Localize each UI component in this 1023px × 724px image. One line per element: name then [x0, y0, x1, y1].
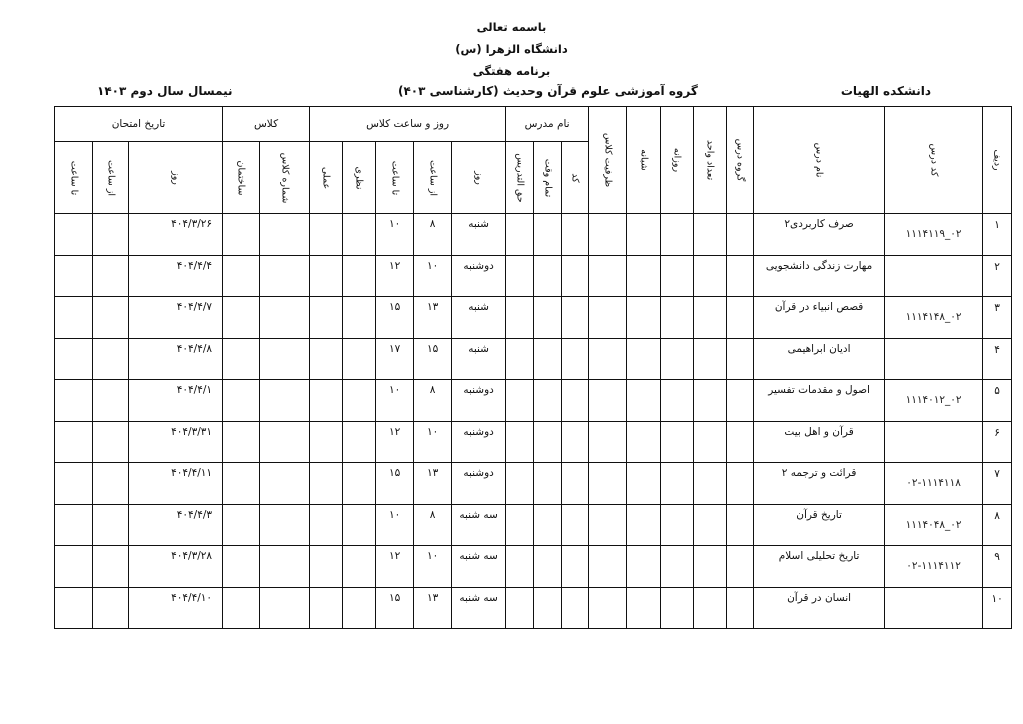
exam-from-cell — [93, 214, 129, 256]
course-name: صرف کاربردی۲ — [754, 214, 885, 256]
night-course-cell — [627, 214, 661, 256]
class-number-cell — [260, 463, 310, 505]
course-group-cell — [727, 380, 754, 422]
building-cell — [223, 504, 260, 546]
course-group-cell — [727, 546, 754, 588]
theory-cell — [343, 463, 376, 505]
course-code: ۰۲-۱۱۱۴۱۱۲ — [885, 546, 983, 588]
capacity-cell — [589, 338, 627, 380]
col-header-teacher-code: کد — [562, 142, 589, 214]
theory-cell — [343, 297, 376, 339]
exam-from-cell — [93, 421, 129, 463]
night-course-cell — [627, 380, 661, 422]
theory-cell — [343, 255, 376, 297]
fulltime-cell — [534, 421, 562, 463]
day-course-cell — [661, 297, 694, 339]
class-day: شنبه — [452, 338, 506, 380]
col-header-to-time: تا ساعت — [376, 142, 414, 214]
theory-cell — [343, 338, 376, 380]
doc-heading-line1: باسمه تعالی — [476, 20, 547, 34]
teacher-code-cell — [562, 338, 589, 380]
capacity-cell — [589, 587, 627, 629]
night-course-cell — [627, 587, 661, 629]
fulltime-cell — [534, 546, 562, 588]
practical-cell — [310, 297, 343, 339]
capacity-cell — [589, 421, 627, 463]
class-to-time: ۱۵ — [376, 297, 414, 339]
class-to-time: ۱۵ — [376, 587, 414, 629]
col-group-exam: تاریخ امتحان — [55, 107, 223, 142]
tuition-cell — [506, 338, 534, 380]
university-name: دانشگاه الزهرا (س) — [455, 42, 568, 56]
fulltime-cell — [534, 463, 562, 505]
course-code — [885, 255, 983, 297]
night-course-cell — [627, 297, 661, 339]
class-from-time: ۸ — [414, 214, 452, 256]
course-group-cell — [727, 338, 754, 380]
day-course-cell — [661, 504, 694, 546]
col-header-practical: عملی — [310, 142, 343, 214]
course-name: تاریخ تحلیلی اسلام — [754, 546, 885, 588]
course-name: قصص انبیاء در قرآن — [754, 297, 885, 339]
night-course-cell — [627, 463, 661, 505]
night-course-cell — [627, 504, 661, 546]
class-to-time: ۱۰ — [376, 504, 414, 546]
fulltime-cell — [534, 297, 562, 339]
course-name: تاریخ قرآن — [754, 504, 885, 546]
class-from-time: ۱۳ — [414, 463, 452, 505]
units-cell — [694, 546, 727, 588]
exam-from-cell — [93, 587, 129, 629]
practical-cell — [310, 255, 343, 297]
units-cell — [694, 380, 727, 422]
class-day: شنبه — [452, 297, 506, 339]
exam-from-cell — [93, 255, 129, 297]
col-header-tuition: حق التدریس — [506, 142, 534, 214]
building-cell — [223, 546, 260, 588]
practical-cell — [310, 214, 343, 256]
class-from-time: ۸ — [414, 380, 452, 422]
col-header-building: ساختمان — [223, 142, 260, 214]
course-group-cell — [727, 587, 754, 629]
exam-date: ۴۰۴/۳/۳۱ — [129, 421, 223, 463]
table-row — [55, 463, 1012, 505]
exam-to-cell — [55, 255, 93, 297]
class-day: دوشنبه — [452, 380, 506, 422]
units-cell — [694, 297, 727, 339]
course-code: ۰۲_۱۱۱۴۱۱۹ — [885, 214, 983, 256]
col-header-day: روز — [452, 142, 506, 214]
exam-to-cell — [55, 421, 93, 463]
day-course-cell — [661, 380, 694, 422]
day-course-cell — [661, 214, 694, 256]
col-header-code: کد درس — [885, 107, 983, 214]
tuition-cell — [506, 380, 534, 422]
exam-to-cell — [55, 463, 93, 505]
exam-to-cell — [55, 504, 93, 546]
fulltime-cell — [534, 214, 562, 256]
practical-cell — [310, 421, 343, 463]
class-number-cell — [260, 587, 310, 629]
table-row — [55, 421, 1012, 463]
exam-date: ۴۰۴/۴/۱۰ — [129, 587, 223, 629]
class-to-time: ۱۷ — [376, 338, 414, 380]
theory-cell — [343, 504, 376, 546]
teacher-code-cell — [562, 504, 589, 546]
col-group-teacher: نام مدرس — [506, 107, 589, 142]
row-number: ۳ — [983, 297, 1012, 339]
capacity-cell — [589, 297, 627, 339]
theory-cell — [343, 546, 376, 588]
course-name: قرائت و ترجمه ۲ — [754, 463, 885, 505]
practical-cell — [310, 587, 343, 629]
tuition-cell — [506, 546, 534, 588]
col-header-from-time: از ساعت — [414, 142, 452, 214]
class-number-cell — [260, 380, 310, 422]
building-cell — [223, 214, 260, 256]
day-course-cell — [661, 421, 694, 463]
row-number: ۶ — [983, 421, 1012, 463]
col-group-class-time: روز و ساعت کلاس — [310, 107, 506, 142]
table-row — [55, 297, 1012, 339]
class-to-time: ۱۲ — [376, 421, 414, 463]
course-name: اصول و مقدمات تفسیر — [754, 380, 885, 422]
practical-cell — [310, 504, 343, 546]
table-row — [55, 380, 1012, 422]
table-row — [55, 338, 1012, 380]
theory-cell — [343, 421, 376, 463]
teacher-code-cell — [562, 546, 589, 588]
building-cell — [223, 587, 260, 629]
col-header-units: تعداد واحد — [694, 107, 727, 214]
schedule-table — [54, 106, 1012, 629]
row-number: ۱۰ — [983, 587, 1012, 629]
practical-cell — [310, 463, 343, 505]
col-header-exam-from: از ساعت — [93, 142, 129, 214]
units-cell — [694, 504, 727, 546]
col-header-night-course: شبانه — [627, 107, 661, 214]
course-code: ۰۲_۱۱۱۴۰۱۲ — [885, 380, 983, 422]
course-name: ادیان ابراهیمی — [754, 338, 885, 380]
col-header-day-course: روزانه — [661, 107, 694, 214]
col-header-class-number: شماره کلاس — [260, 142, 310, 214]
exam-to-cell — [55, 587, 93, 629]
exam-to-cell — [55, 546, 93, 588]
course-name: انسان در قرآن — [754, 587, 885, 629]
class-from-time: ۱۰ — [414, 255, 452, 297]
capacity-cell — [589, 380, 627, 422]
row-number: ۷ — [983, 463, 1012, 505]
col-header-capacity: ظرفیت کلاس — [589, 107, 627, 214]
tuition-cell — [506, 214, 534, 256]
exam-date: ۴۰۴/۴/۱ — [129, 380, 223, 422]
capacity-cell — [589, 214, 627, 256]
class-from-time: ۸ — [414, 504, 452, 546]
class-from-time: ۱۳ — [414, 587, 452, 629]
exam-date: ۴۰۴/۴/۴ — [129, 255, 223, 297]
class-day: شنبه — [452, 214, 506, 256]
table-row — [55, 587, 1012, 629]
class-from-time: ۱۳ — [414, 297, 452, 339]
document-title: برنامه هفتگی — [472, 64, 551, 78]
course-code — [885, 338, 983, 380]
course-code — [885, 587, 983, 629]
tuition-cell — [506, 297, 534, 339]
units-cell — [694, 338, 727, 380]
tuition-cell — [506, 504, 534, 546]
course-code: ۰۲_۱۱۱۴۱۴۸ — [885, 297, 983, 339]
class-from-time: ۱۵ — [414, 338, 452, 380]
class-number-cell — [260, 546, 310, 588]
col-header-fulltime: تمام وقت — [534, 142, 562, 214]
row-number: ۲ — [983, 255, 1012, 297]
tuition-cell — [506, 421, 534, 463]
course-code: ۰۲-۱۱۱۴۱۱۸ — [885, 463, 983, 505]
fulltime-cell — [534, 587, 562, 629]
day-course-cell — [661, 546, 694, 588]
col-header-row: ردیف — [983, 107, 1012, 214]
course-name: مهارت زندگی دانشجویی — [754, 255, 885, 297]
theory-cell — [343, 380, 376, 422]
row-number: ۵ — [983, 380, 1012, 422]
row-number: ۸ — [983, 504, 1012, 546]
building-cell — [223, 297, 260, 339]
building-cell — [223, 380, 260, 422]
practical-cell — [310, 546, 343, 588]
day-course-cell — [661, 338, 694, 380]
class-to-time: ۱۰ — [376, 380, 414, 422]
teacher-code-cell — [562, 587, 589, 629]
night-course-cell — [627, 546, 661, 588]
class-number-cell — [260, 214, 310, 256]
units-cell — [694, 214, 727, 256]
units-cell — [694, 421, 727, 463]
exam-from-cell — [93, 463, 129, 505]
class-to-time: ۱۵ — [376, 463, 414, 505]
exam-to-cell — [55, 380, 93, 422]
department-name: گروه آموزشی علوم قرآن وحدیث (کارشناسی ۴۰۳) — [398, 84, 698, 98]
theory-cell — [343, 587, 376, 629]
building-cell — [223, 255, 260, 297]
fulltime-cell — [534, 255, 562, 297]
course-group-cell — [727, 297, 754, 339]
class-number-cell — [260, 338, 310, 380]
exam-to-cell — [55, 297, 93, 339]
exam-from-cell — [93, 338, 129, 380]
class-day: سه شنبه — [452, 587, 506, 629]
building-cell — [223, 463, 260, 505]
exam-to-cell — [55, 214, 93, 256]
row-number: ۱ — [983, 214, 1012, 256]
col-header-name: نام درس — [754, 107, 885, 214]
capacity-cell — [589, 255, 627, 297]
teacher-code-cell — [562, 255, 589, 297]
class-day: دوشنبه — [452, 255, 506, 297]
class-from-time: ۱۰ — [414, 421, 452, 463]
teacher-code-cell — [562, 297, 589, 339]
class-from-time: ۱۰ — [414, 546, 452, 588]
row-number: ۴ — [983, 338, 1012, 380]
exam-to-cell — [55, 338, 93, 380]
fulltime-cell — [534, 504, 562, 546]
exam-from-cell — [93, 297, 129, 339]
day-course-cell — [661, 255, 694, 297]
night-course-cell — [627, 338, 661, 380]
units-cell — [694, 587, 727, 629]
fulltime-cell — [534, 380, 562, 422]
class-number-cell — [260, 504, 310, 546]
night-course-cell — [627, 421, 661, 463]
faculty-name: دانشکده الهیات — [840, 84, 931, 98]
tuition-cell — [506, 587, 534, 629]
practical-cell — [310, 338, 343, 380]
exam-date: ۴۰۴/۳/۲۸ — [129, 546, 223, 588]
table-row — [55, 214, 1012, 256]
exam-date: ۴۰۴/۴/۸ — [129, 338, 223, 380]
fulltime-cell — [534, 338, 562, 380]
teacher-code-cell — [562, 214, 589, 256]
exam-from-cell — [93, 546, 129, 588]
exam-date: ۴۰۴/۴/۳ — [129, 504, 223, 546]
class-number-cell — [260, 255, 310, 297]
class-day: سه شنبه — [452, 504, 506, 546]
table-row — [55, 255, 1012, 297]
course-group-cell — [727, 504, 754, 546]
course-code — [885, 421, 983, 463]
course-group-cell — [727, 421, 754, 463]
col-header-course-group: گروه درس — [727, 107, 754, 214]
day-course-cell — [661, 463, 694, 505]
units-cell — [694, 255, 727, 297]
col-header-theory: نظری — [343, 142, 376, 214]
capacity-cell — [589, 504, 627, 546]
capacity-cell — [589, 463, 627, 505]
teacher-code-cell — [562, 463, 589, 505]
exam-date: ۴۰۴/۴/۱۱ — [129, 463, 223, 505]
building-cell — [223, 421, 260, 463]
col-header-exam-day: روز — [129, 142, 223, 214]
course-name: قرآن و اهل بیت — [754, 421, 885, 463]
exam-date: ۴۰۴/۳/۲۶ — [129, 214, 223, 256]
course-code: ۰۲_۱۱۱۴۰۴۸ — [885, 504, 983, 546]
class-day: دوشنبه — [452, 421, 506, 463]
practical-cell — [310, 380, 343, 422]
table-row — [55, 546, 1012, 588]
class-to-time: ۱۰ — [376, 214, 414, 256]
exam-from-cell — [93, 380, 129, 422]
class-day: سه شنبه — [452, 546, 506, 588]
class-number-cell — [260, 421, 310, 463]
units-cell — [694, 463, 727, 505]
teacher-code-cell — [562, 380, 589, 422]
exam-from-cell — [93, 504, 129, 546]
schedule-body — [55, 214, 1012, 629]
theory-cell — [343, 214, 376, 256]
col-group-class: کلاس — [223, 107, 310, 142]
building-cell — [223, 338, 260, 380]
course-group-cell — [727, 463, 754, 505]
table-row — [55, 504, 1012, 546]
day-course-cell — [661, 587, 694, 629]
tuition-cell — [506, 255, 534, 297]
tuition-cell — [506, 463, 534, 505]
semester-label: نیمسال سال دوم ۱۴۰۳ — [97, 84, 233, 98]
exam-date: ۴۰۴/۴/۷ — [129, 297, 223, 339]
class-number-cell — [260, 297, 310, 339]
teacher-code-cell — [562, 421, 589, 463]
row-number: ۹ — [983, 546, 1012, 588]
class-to-time: ۱۲ — [376, 255, 414, 297]
class-to-time: ۱۲ — [376, 546, 414, 588]
course-group-cell — [727, 214, 754, 256]
course-group-cell — [727, 255, 754, 297]
col-header-exam-to: تا ساعت — [55, 142, 93, 214]
class-day: دوشنبه — [452, 463, 506, 505]
night-course-cell — [627, 255, 661, 297]
capacity-cell — [589, 546, 627, 588]
